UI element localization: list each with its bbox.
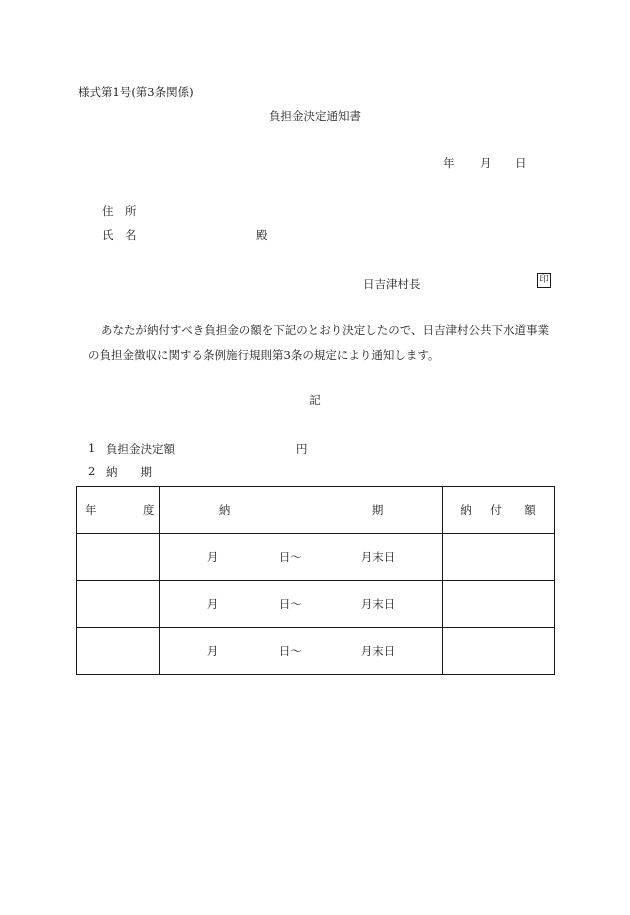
year-cell xyxy=(77,628,160,675)
issuer-title: 日吉津村長 xyxy=(363,277,421,291)
table-row xyxy=(77,534,555,581)
amount-cell xyxy=(443,534,555,581)
header-amount-a: 納 xyxy=(460,503,472,517)
header-period-left: 納 xyxy=(218,503,231,517)
header-year-right: 度 xyxy=(143,503,155,517)
name-label: 氏 名 xyxy=(102,228,137,242)
address-label: 住 所 xyxy=(102,204,137,218)
month-end-label: 月末日 xyxy=(360,550,396,564)
item-number: 2 xyxy=(88,464,96,478)
day-from-label: 日〜 xyxy=(278,550,302,564)
header-period-right: 期 xyxy=(371,503,384,517)
month-label: 月 xyxy=(206,597,219,611)
period-cell xyxy=(159,581,442,628)
header-year xyxy=(77,487,160,534)
item-number: 1 xyxy=(88,441,96,455)
yen-unit: 円 xyxy=(296,442,308,456)
period-cell xyxy=(159,628,442,675)
table-row xyxy=(77,581,555,628)
date-day-label: 日 xyxy=(515,156,527,170)
period-cell xyxy=(159,534,442,581)
payment-period-label: 納 期 xyxy=(106,465,152,479)
seal-mark: 印 xyxy=(537,273,551,288)
header-amount-c: 額 xyxy=(524,503,536,517)
year-cell xyxy=(77,534,160,581)
year-cell xyxy=(77,581,160,628)
date-year-label: 年 xyxy=(443,156,455,170)
payment-schedule-table xyxy=(76,486,555,675)
day-from-label: 日〜 xyxy=(278,597,302,611)
document-title: 負担金決定通知書 xyxy=(269,109,361,123)
amount-cell xyxy=(443,628,555,675)
day-from-label: 日〜 xyxy=(278,644,302,658)
header-amount xyxy=(443,487,555,534)
month-end-label: 月末日 xyxy=(360,597,396,611)
table-header-row xyxy=(77,487,555,534)
ki-heading: 記 xyxy=(309,393,321,407)
honorific: 殿 xyxy=(256,228,268,242)
header-period xyxy=(159,487,442,534)
table-row xyxy=(77,628,555,675)
notice-body-text: あなたが納付すべき負担金の額を下記のとおり決定したので、日吉津村公共下水道事業の負担金徴収に関する条例施行規則第3条の規定により通知します。 xyxy=(88,323,550,362)
month-label: 月 xyxy=(206,550,219,564)
header-year-left: 年 xyxy=(85,503,97,517)
date-month-label: 月 xyxy=(480,156,492,170)
month-label: 月 xyxy=(206,644,219,658)
month-end-label: 月末日 xyxy=(360,644,396,658)
decided-amount-label: 負担金決定額 xyxy=(106,442,175,456)
amount-cell xyxy=(443,581,555,628)
header-amount-b: 付 xyxy=(490,503,502,517)
form-number-label: 様式第1号(第3条関係) xyxy=(78,85,194,99)
